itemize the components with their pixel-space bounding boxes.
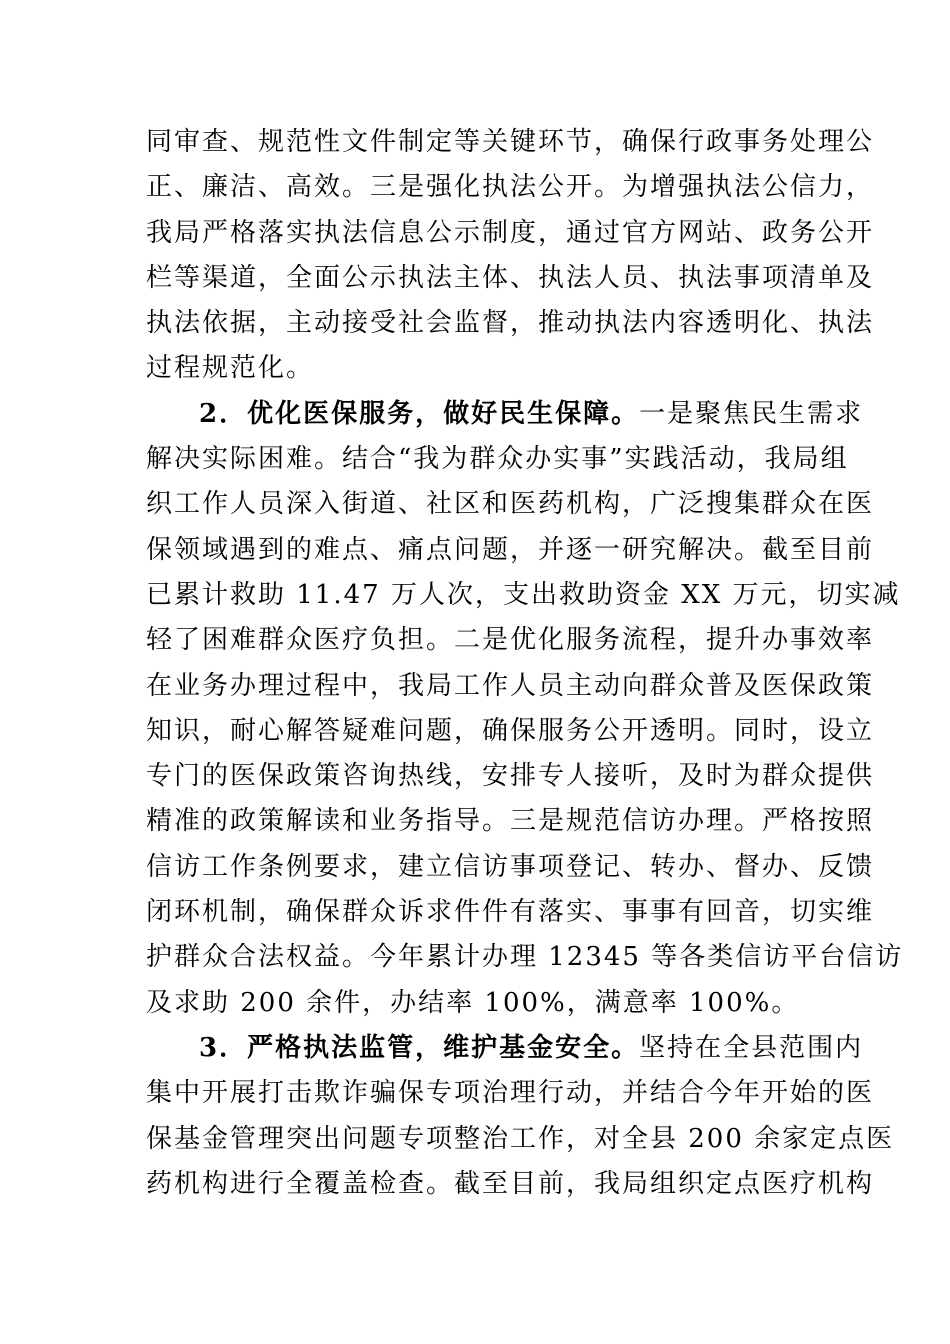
text-line: 正、廉洁、高效。三是强化执法公开。为增强执法公信力， [146,172,875,203]
text-line: 我局严格落实执法信息公示制度，通过官方网站、政务公开 [146,217,875,248]
paragraph-continuation [146,120,875,392]
text-line: 信访工作条例要求，建立信访事项登记、转办、督办、反馈 [146,851,875,882]
text-run: 坚持在全县范围内 [639,1032,864,1063]
text-line: 护群众合法权益。今年累计办理 12345 等各类信访平台信访 [146,942,904,973]
text-line: 保基金管理突出问题专项整治工作，对全县 200 余家定点医 [146,1123,895,1154]
text-line [146,1026,864,1071]
text-line: 已累计救助 11.47 万人次，支出救助资金 XX 万元，切实减 [146,579,901,610]
text-line: 精准的政策解读和业务指导。三是规范信访办理。严格按照 [146,806,875,837]
text-line: 药机构进行全覆盖检查。截至目前，我局组织定点医疗机构 [146,1168,875,1199]
section-heading: 3．严格执法监管，维护基金安全。 [199,1032,640,1063]
text-line: 闭环机制，确保群众诉求件件有落实、事事有回音，切实维 [146,897,875,928]
text-line: 保领域遇到的难点、痛点问题，并逐一研究解决。截至目前 [146,534,875,565]
text-line: 执法依据，主动接受社会监督，推动执法内容透明化、执法 [146,308,875,339]
text-line: 专门的医保政策咨询热线，安排专人接听，及时为群众提供 [146,761,875,792]
paragraph-section-3 [146,1026,895,1207]
text-line: 轻了困难群众医疗负担。二是优化服务流程，提升办事效率 [146,625,875,656]
text-line: 及求助 200 余件，办结率 100%，满意率 100%。 [146,987,800,1018]
text-line: 织工作人员深入街道、社区和医药机构，广泛搜集群众在医 [146,489,875,520]
text-line: 解决实际困难。结合“我为群众办实事”实践活动，我局组 [146,444,849,475]
section-heading: 2．优化医保服务，做好民生保障。 [199,398,640,429]
text-line: 在业务办理过程中，我局工作人员主动向群众普及医保政策 [146,670,875,701]
text-line: 知识，耐心解答疑难问题，确保服务公开透明。同时，设立 [146,715,875,746]
text-line: 过程规范化。 [146,353,315,384]
paragraph-section-2 [146,392,904,1026]
text-line: 集中开展打击欺诈骗保专项治理行动，并结合今年开始的医 [146,1078,875,1109]
text-line: 同审查、规范性文件制定等关键环节，确保行政事务处理公 [146,127,875,157]
text-line [146,392,864,437]
text-run: 一是聚焦民生需求 [639,398,864,429]
text-line: 栏等渠道，全面公示执法主体、执法人员、执法事项清单及 [146,262,875,293]
document-body [146,120,904,1207]
